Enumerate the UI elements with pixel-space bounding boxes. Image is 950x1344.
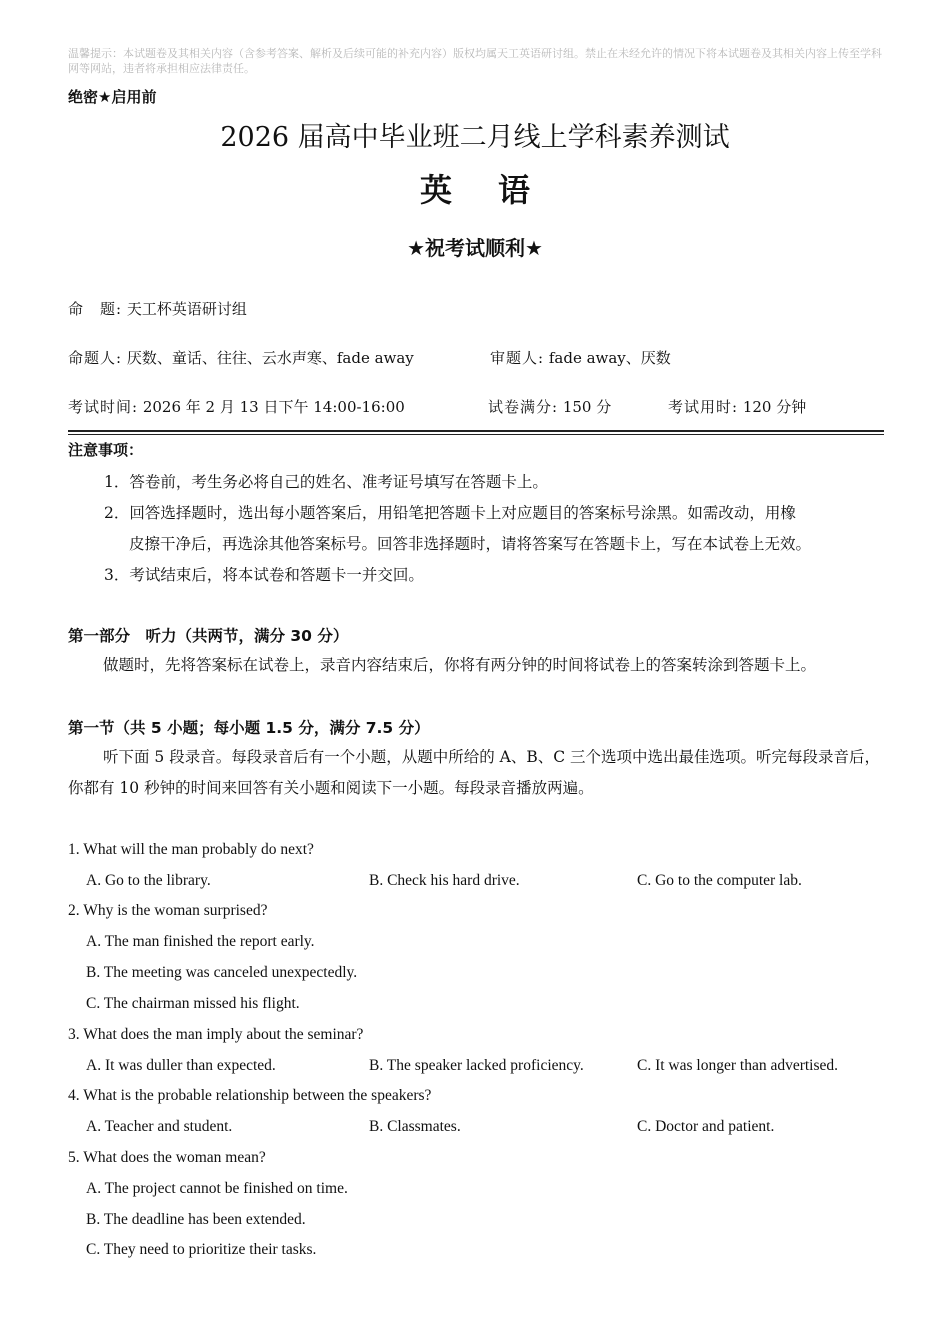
q2-option-c: C. The chairman missed his flight. bbox=[86, 995, 300, 1012]
duration-value: 120 分钟 bbox=[742, 398, 807, 416]
q1-option-a: A. Go to the library. bbox=[86, 872, 211, 889]
time-row bbox=[68, 396, 405, 417]
question-2: 2. Why is the woman surprised? bbox=[68, 902, 268, 919]
q2-option-b: B. The meeting was canceled unexpectedly. bbox=[86, 964, 358, 981]
writers-row bbox=[68, 347, 414, 368]
q4-option-a: A. Teacher and student. bbox=[86, 1118, 233, 1135]
q1-option-c: C. Go to the computer lab. bbox=[637, 872, 802, 889]
copyright-notice: 温馨提示：本试题卷及其相关内容（含参考答案、解析及后续可能的补充内容）版权均属天工英语研讨组。禁止在未经允许的情况下将本试题卷及其相关内容上传至学科网等网站，违者将承担相应法律责任。 bbox=[68, 47, 882, 75]
q3-option-c: C. It was longer than advertised. bbox=[637, 1057, 839, 1074]
writers-value: 厌数、童话、往往、云水声寒、fade away bbox=[126, 349, 414, 367]
reviewers-label: 审题人: bbox=[490, 349, 545, 367]
q3-option-b: B. The speaker lacked proficiency. bbox=[369, 1057, 584, 1074]
reviewers-value: fade away、厌数 bbox=[548, 349, 671, 367]
note-item-3: 3．考试结束后，将本试卷和答题卡一并交回。 bbox=[104, 566, 424, 584]
duration-label: 考试用时: bbox=[668, 398, 739, 416]
score-row bbox=[488, 396, 611, 417]
question-5: 5. What does the woman mean? bbox=[68, 1149, 266, 1166]
q4-option-c: C. Doctor and patient. bbox=[637, 1118, 775, 1135]
header-divider-thick bbox=[68, 430, 884, 432]
note-item-2-continued: 皮擦干净后，再选涂其他答案标号。回答非选择题时，请将答案写在答题卡上，写在本试卷上无效。 bbox=[129, 535, 812, 553]
subject-title: 英语 bbox=[419, 171, 576, 209]
reviewers-row bbox=[490, 347, 671, 368]
notes-heading: 注意事项： bbox=[68, 441, 144, 459]
q1-option-b: B. Check his hard drive. bbox=[369, 872, 520, 889]
note-item-1: 1．答卷前，考生务必将自己的姓名、准考证号填写在答题卡上。 bbox=[104, 473, 548, 491]
section1-heading: 第一节（共 5 小题；每小题 1.5 分，满分 7.5 分） bbox=[68, 719, 430, 737]
score-label: 试卷满分: bbox=[488, 398, 559, 416]
part1-instruction: 做题时，先将答案标在试卷上，录音内容结束后，你将有两分钟的时间将试卷上的答案转涂到答题卡上。 bbox=[103, 656, 817, 674]
header-divider-thin bbox=[68, 434, 884, 435]
note-item-2: 2．回答选择题时，选出每小题答案后，用铅笔把答题卡上对应题目的答案标号涂黑。如需改动，用橡 bbox=[104, 504, 796, 522]
question-3: 3. What does the man imply about the seminar? bbox=[68, 1026, 364, 1043]
exam-title: 2026 届高中毕业班二月线上学科素养测试 bbox=[220, 122, 730, 153]
question-4: 4. What is the probable relationship between the speakers? bbox=[68, 1087, 432, 1104]
q5-option-b: B. The deadline has been extended. bbox=[86, 1211, 306, 1228]
confidential-mark: 绝密★启用前 bbox=[68, 88, 157, 106]
author-label: 命 题: bbox=[68, 300, 123, 318]
part1-heading: 第一部分 听力（共两节，满分 30 分） bbox=[68, 627, 349, 645]
time-label: 考试时间: bbox=[68, 398, 139, 416]
q5-option-a: A. The project cannot be finished on time. bbox=[86, 1180, 348, 1197]
good-luck-slogan: ★祝考试顺利★ bbox=[407, 236, 543, 260]
time-value: 2026 年 2 月 13 日下午 14:00-16:00 bbox=[142, 398, 405, 416]
q4-option-b: B. Classmates. bbox=[369, 1118, 461, 1135]
section1-instruction: 听下面 5 段录音。每段录音后有一个小题，从题中所给的 A、B、C 三个选项中选出最佳选项。听完每段录音后，你都有 10 秒钟的时间来回答有关小题和阅读下一小题。每段录音播放两遍。 bbox=[68, 748, 881, 797]
author-row bbox=[68, 298, 247, 319]
author-value: 天工杯英语研讨组 bbox=[126, 300, 247, 318]
question-1: 1. What will the man probably do next? bbox=[68, 841, 314, 858]
q5-option-c: C. They need to prioritize their tasks. bbox=[86, 1241, 317, 1258]
q2-option-a: A. The man finished the report early. bbox=[86, 933, 315, 950]
writers-label: 命题人: bbox=[68, 349, 123, 367]
score-value: 150 分 bbox=[562, 398, 612, 416]
duration-row bbox=[668, 396, 806, 417]
q3-option-a: A. It was duller than expected. bbox=[86, 1057, 276, 1074]
